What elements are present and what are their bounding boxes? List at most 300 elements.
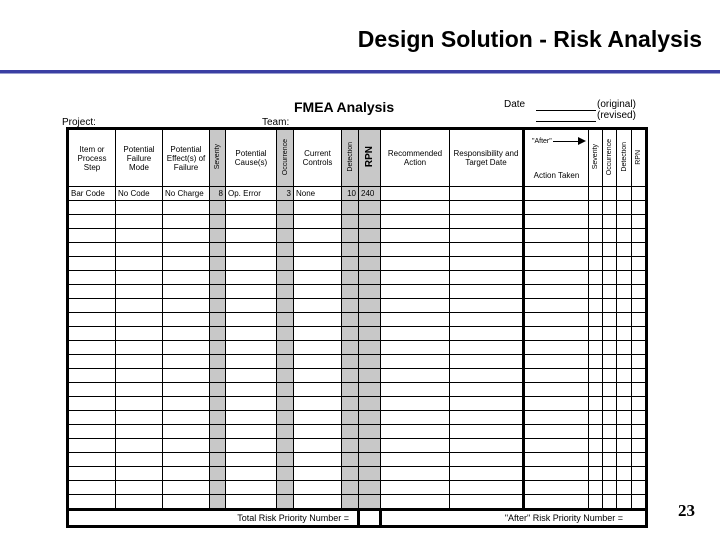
cell-d2[interactable] [617, 257, 632, 271]
cell-o2[interactable] [603, 271, 617, 285]
cell-occurrence[interactable] [277, 257, 294, 271]
cell-controls[interactable] [294, 397, 342, 411]
cell-action[interactable] [524, 299, 589, 313]
cell-effect[interactable] [163, 467, 210, 481]
cell-severity[interactable] [210, 243, 226, 257]
cell-recommended[interactable] [381, 411, 450, 425]
cell-s2[interactable] [589, 397, 603, 411]
cell-s2[interactable] [589, 495, 603, 510]
cell-o2[interactable] [603, 341, 617, 355]
cell-controls[interactable] [294, 495, 342, 510]
cell-d2[interactable] [617, 369, 632, 383]
cell-mode[interactable] [116, 495, 163, 510]
cell-action[interactable] [524, 495, 589, 510]
cell-recommended[interactable] [381, 243, 450, 257]
cell-d2[interactable] [617, 411, 632, 425]
cell-responsibility[interactable] [450, 299, 524, 313]
cell-o2[interactable] [603, 229, 617, 243]
cell-occurrence[interactable] [277, 313, 294, 327]
cell-occurrence[interactable] [277, 369, 294, 383]
cell-controls[interactable] [294, 467, 342, 481]
cell-s2[interactable] [589, 425, 603, 439]
cell-detection[interactable] [342, 453, 359, 467]
cell-detection[interactable] [342, 467, 359, 481]
cell-severity[interactable] [210, 369, 226, 383]
cell-recommended[interactable] [381, 271, 450, 285]
cell-recommended[interactable] [381, 397, 450, 411]
cell-occurrence[interactable] [277, 453, 294, 467]
cell-item[interactable] [68, 495, 116, 510]
cell-controls[interactable] [294, 243, 342, 257]
cell-rpn[interactable] [359, 369, 381, 383]
cell-mode[interactable] [116, 313, 163, 327]
cell-controls[interactable] [294, 313, 342, 327]
cell-d2[interactable] [617, 243, 632, 257]
cell-s2[interactable] [589, 341, 603, 355]
cell-r2[interactable] [632, 215, 647, 229]
cell-severity[interactable] [210, 467, 226, 481]
cell-effect[interactable] [163, 383, 210, 397]
cell-effect[interactable] [163, 285, 210, 299]
cell-occurrence[interactable] [277, 397, 294, 411]
cell-action[interactable] [524, 257, 589, 271]
cell-d2[interactable] [617, 187, 632, 201]
cell-d2[interactable] [617, 327, 632, 341]
cell-item[interactable] [68, 215, 116, 229]
cell-detection[interactable] [342, 271, 359, 285]
cell-responsibility[interactable] [450, 271, 524, 285]
cell-effect[interactable] [163, 271, 210, 285]
cell-cause[interactable] [226, 229, 277, 243]
cell-o2[interactable] [603, 313, 617, 327]
cell-severity[interactable] [210, 481, 226, 495]
cell-rpn[interactable] [359, 229, 381, 243]
cell-rpn[interactable] [359, 481, 381, 495]
cell-effect[interactable] [163, 313, 210, 327]
cell-s2[interactable] [589, 215, 603, 229]
cell-o2[interactable] [603, 495, 617, 510]
cell-o2[interactable] [603, 327, 617, 341]
cell-responsibility[interactable] [450, 355, 524, 369]
cell-r2[interactable] [632, 411, 647, 425]
cell-rpn[interactable]: 240 [359, 187, 381, 201]
cell-r2[interactable] [632, 327, 647, 341]
cell-rpn[interactable] [359, 201, 381, 215]
cell-cause[interactable] [226, 369, 277, 383]
cell-item[interactable] [68, 229, 116, 243]
cell-cause[interactable] [226, 271, 277, 285]
cell-occurrence[interactable] [277, 495, 294, 510]
cell-cause[interactable] [226, 215, 277, 229]
cell-d2[interactable] [617, 425, 632, 439]
cell-severity[interactable] [210, 285, 226, 299]
cell-recommended[interactable] [381, 187, 450, 201]
cell-r2[interactable] [632, 313, 647, 327]
cell-effect[interactable] [163, 425, 210, 439]
cell-s2[interactable] [589, 243, 603, 257]
cell-cause[interactable] [226, 411, 277, 425]
cell-responsibility[interactable] [450, 383, 524, 397]
cell-item[interactable]: Bar Code [68, 187, 116, 201]
cell-controls[interactable] [294, 215, 342, 229]
cell-mode[interactable]: No Code [116, 187, 163, 201]
cell-action[interactable] [524, 187, 589, 201]
cell-mode[interactable] [116, 285, 163, 299]
cell-detection[interactable] [342, 229, 359, 243]
cell-d2[interactable] [617, 383, 632, 397]
cell-controls[interactable] [294, 411, 342, 425]
cell-d2[interactable] [617, 285, 632, 299]
cell-rpn[interactable] [359, 327, 381, 341]
cell-severity[interactable] [210, 425, 226, 439]
cell-cause[interactable] [226, 425, 277, 439]
cell-cause[interactable] [226, 397, 277, 411]
cell-detection[interactable] [342, 369, 359, 383]
cell-action[interactable] [524, 467, 589, 481]
cell-rpn[interactable] [359, 215, 381, 229]
cell-severity[interactable] [210, 341, 226, 355]
cell-d2[interactable] [617, 229, 632, 243]
cell-o2[interactable] [603, 425, 617, 439]
cell-action[interactable] [524, 439, 589, 453]
cell-occurrence[interactable] [277, 383, 294, 397]
cell-occurrence[interactable] [277, 229, 294, 243]
cell-rpn[interactable] [359, 453, 381, 467]
cell-recommended[interactable] [381, 257, 450, 271]
cell-occurrence[interactable] [277, 327, 294, 341]
cell-effect[interactable]: No Charge [163, 187, 210, 201]
cell-item[interactable] [68, 453, 116, 467]
cell-cause[interactable] [226, 467, 277, 481]
cell-item[interactable] [68, 481, 116, 495]
cell-d2[interactable] [617, 481, 632, 495]
cell-recommended[interactable] [381, 425, 450, 439]
cell-responsibility[interactable] [450, 341, 524, 355]
cell-d2[interactable] [617, 495, 632, 510]
cell-o2[interactable] [603, 215, 617, 229]
cell-mode[interactable] [116, 229, 163, 243]
cell-rpn[interactable] [359, 411, 381, 425]
cell-item[interactable] [68, 257, 116, 271]
cell-rpn[interactable] [359, 341, 381, 355]
cell-s2[interactable] [589, 187, 603, 201]
cell-d2[interactable] [617, 467, 632, 481]
cell-s2[interactable] [589, 257, 603, 271]
cell-controls[interactable] [294, 383, 342, 397]
cell-controls[interactable] [294, 201, 342, 215]
cell-mode[interactable] [116, 299, 163, 313]
cell-detection[interactable] [342, 481, 359, 495]
cell-mode[interactable] [116, 439, 163, 453]
cell-severity[interactable] [210, 327, 226, 341]
cell-rpn[interactable] [359, 495, 381, 510]
cell-action[interactable] [524, 453, 589, 467]
cell-d2[interactable] [617, 355, 632, 369]
cell-d2[interactable] [617, 201, 632, 215]
cell-responsibility[interactable] [450, 453, 524, 467]
cell-detection[interactable] [342, 299, 359, 313]
cell-mode[interactable] [116, 243, 163, 257]
cell-detection[interactable] [342, 383, 359, 397]
cell-recommended[interactable] [381, 313, 450, 327]
cell-severity[interactable] [210, 271, 226, 285]
cell-s2[interactable] [589, 327, 603, 341]
cell-rpn[interactable] [359, 243, 381, 257]
cell-occurrence[interactable] [277, 411, 294, 425]
cell-responsibility[interactable] [450, 201, 524, 215]
cell-o2[interactable] [603, 481, 617, 495]
cell-d2[interactable] [617, 439, 632, 453]
cell-r2[interactable] [632, 187, 647, 201]
cell-item[interactable] [68, 327, 116, 341]
cell-recommended[interactable] [381, 341, 450, 355]
cell-d2[interactable] [617, 215, 632, 229]
cell-rpn[interactable] [359, 313, 381, 327]
cell-cause[interactable] [226, 299, 277, 313]
cell-s2[interactable] [589, 369, 603, 383]
cell-cause[interactable] [226, 243, 277, 257]
cell-severity[interactable] [210, 229, 226, 243]
cell-cause[interactable] [226, 481, 277, 495]
cell-effect[interactable] [163, 201, 210, 215]
cell-cause[interactable] [226, 327, 277, 341]
cell-responsibility[interactable] [450, 285, 524, 299]
cell-s2[interactable] [589, 481, 603, 495]
cell-rpn[interactable] [359, 355, 381, 369]
cell-item[interactable] [68, 201, 116, 215]
cell-severity[interactable] [210, 299, 226, 313]
cell-recommended[interactable] [381, 481, 450, 495]
cell-severity[interactable] [210, 397, 226, 411]
cell-cause[interactable] [226, 313, 277, 327]
cell-r2[interactable] [632, 481, 647, 495]
cell-recommended[interactable] [381, 285, 450, 299]
cell-cause[interactable] [226, 257, 277, 271]
total-rpn-value[interactable] [359, 510, 381, 527]
cell-cause[interactable] [226, 439, 277, 453]
cell-severity[interactable]: 8 [210, 187, 226, 201]
cell-s2[interactable] [589, 411, 603, 425]
cell-o2[interactable] [603, 383, 617, 397]
cell-mode[interactable] [116, 411, 163, 425]
cell-item[interactable] [68, 285, 116, 299]
cell-occurrence[interactable] [277, 201, 294, 215]
cell-detection[interactable] [342, 495, 359, 510]
cell-mode[interactable] [116, 425, 163, 439]
cell-action[interactable] [524, 201, 589, 215]
cell-controls[interactable] [294, 481, 342, 495]
cell-detection[interactable] [342, 341, 359, 355]
cell-cause[interactable] [226, 453, 277, 467]
cell-item[interactable] [68, 355, 116, 369]
cell-detection[interactable] [342, 215, 359, 229]
cell-s2[interactable] [589, 299, 603, 313]
cell-controls[interactable] [294, 271, 342, 285]
cell-recommended[interactable] [381, 215, 450, 229]
cell-severity[interactable] [210, 313, 226, 327]
cell-occurrence[interactable] [277, 467, 294, 481]
cell-r2[interactable] [632, 355, 647, 369]
cell-cause[interactable] [226, 341, 277, 355]
cell-recommended[interactable] [381, 453, 450, 467]
cell-controls[interactable] [294, 453, 342, 467]
cell-occurrence[interactable] [277, 439, 294, 453]
cell-cause[interactable] [226, 355, 277, 369]
cell-recommended[interactable] [381, 355, 450, 369]
cell-occurrence[interactable] [277, 355, 294, 369]
cell-s2[interactable] [589, 285, 603, 299]
cell-severity[interactable] [210, 201, 226, 215]
cell-occurrence[interactable] [277, 299, 294, 313]
cell-item[interactable] [68, 369, 116, 383]
cell-controls[interactable] [294, 327, 342, 341]
cell-s2[interactable] [589, 383, 603, 397]
cell-action[interactable] [524, 327, 589, 341]
cell-responsibility[interactable] [450, 397, 524, 411]
cell-recommended[interactable] [381, 369, 450, 383]
cell-mode[interactable] [116, 369, 163, 383]
cell-action[interactable] [524, 397, 589, 411]
cell-o2[interactable] [603, 257, 617, 271]
cell-occurrence[interactable] [277, 425, 294, 439]
cell-mode[interactable] [116, 355, 163, 369]
cell-item[interactable] [68, 411, 116, 425]
cell-cause[interactable] [226, 285, 277, 299]
cell-detection[interactable]: 10 [342, 187, 359, 201]
cell-controls[interactable]: None [294, 187, 342, 201]
cell-rpn[interactable] [359, 257, 381, 271]
cell-controls[interactable] [294, 299, 342, 313]
cell-d2[interactable] [617, 397, 632, 411]
cell-s2[interactable] [589, 439, 603, 453]
cell-s2[interactable] [589, 453, 603, 467]
cell-o2[interactable] [603, 439, 617, 453]
cell-r2[interactable] [632, 439, 647, 453]
cell-action[interactable] [524, 411, 589, 425]
cell-mode[interactable] [116, 453, 163, 467]
cell-effect[interactable] [163, 495, 210, 510]
cell-occurrence[interactable] [277, 271, 294, 285]
cell-detection[interactable] [342, 243, 359, 257]
cell-item[interactable] [68, 243, 116, 257]
cell-recommended[interactable] [381, 495, 450, 510]
cell-severity[interactable] [210, 495, 226, 510]
cell-detection[interactable] [342, 285, 359, 299]
cell-severity[interactable] [210, 411, 226, 425]
cell-effect[interactable] [163, 355, 210, 369]
cell-s2[interactable] [589, 201, 603, 215]
cell-s2[interactable] [589, 229, 603, 243]
cell-detection[interactable] [342, 327, 359, 341]
cell-r2[interactable] [632, 341, 647, 355]
cell-responsibility[interactable] [450, 467, 524, 481]
cell-mode[interactable] [116, 383, 163, 397]
cell-occurrence[interactable]: 3 [277, 187, 294, 201]
cell-o2[interactable] [603, 187, 617, 201]
cell-controls[interactable] [294, 341, 342, 355]
cell-r2[interactable] [632, 285, 647, 299]
cell-o2[interactable] [603, 299, 617, 313]
cell-effect[interactable] [163, 229, 210, 243]
cell-effect[interactable] [163, 481, 210, 495]
cell-effect[interactable] [163, 453, 210, 467]
cell-responsibility[interactable] [450, 369, 524, 383]
cell-effect[interactable] [163, 299, 210, 313]
cell-d2[interactable] [617, 313, 632, 327]
cell-item[interactable] [68, 397, 116, 411]
cell-responsibility[interactable] [450, 439, 524, 453]
cell-rpn[interactable] [359, 285, 381, 299]
cell-o2[interactable] [603, 243, 617, 257]
cell-o2[interactable] [603, 397, 617, 411]
cell-action[interactable] [524, 285, 589, 299]
cell-recommended[interactable] [381, 327, 450, 341]
cell-o2[interactable] [603, 355, 617, 369]
cell-mode[interactable] [116, 341, 163, 355]
cell-detection[interactable] [342, 411, 359, 425]
cell-s2[interactable] [589, 467, 603, 481]
cell-responsibility[interactable] [450, 411, 524, 425]
cell-o2[interactable] [603, 285, 617, 299]
cell-s2[interactable] [589, 271, 603, 285]
cell-r2[interactable] [632, 383, 647, 397]
cell-r2[interactable] [632, 467, 647, 481]
cell-responsibility[interactable] [450, 229, 524, 243]
cell-detection[interactable] [342, 425, 359, 439]
cell-effect[interactable] [163, 411, 210, 425]
cell-r2[interactable] [632, 425, 647, 439]
cell-severity[interactable] [210, 453, 226, 467]
cell-item[interactable] [68, 271, 116, 285]
cell-s2[interactable] [589, 313, 603, 327]
date-revised-field[interactable] [536, 121, 596, 122]
cell-controls[interactable] [294, 369, 342, 383]
cell-r2[interactable] [632, 495, 647, 510]
cell-d2[interactable] [617, 341, 632, 355]
cell-o2[interactable] [603, 467, 617, 481]
cell-detection[interactable] [342, 355, 359, 369]
cell-action[interactable] [524, 271, 589, 285]
cell-rpn[interactable] [359, 425, 381, 439]
cell-detection[interactable] [342, 439, 359, 453]
cell-responsibility[interactable] [450, 327, 524, 341]
cell-o2[interactable] [603, 201, 617, 215]
cell-responsibility[interactable] [450, 425, 524, 439]
cell-d2[interactable] [617, 453, 632, 467]
cell-effect[interactable] [163, 397, 210, 411]
cell-detection[interactable] [342, 201, 359, 215]
cell-responsibility[interactable] [450, 243, 524, 257]
cell-mode[interactable] [116, 201, 163, 215]
cell-cause[interactable] [226, 383, 277, 397]
cell-item[interactable] [68, 313, 116, 327]
cell-cause[interactable]: Op. Error [226, 187, 277, 201]
cell-r2[interactable] [632, 369, 647, 383]
cell-r2[interactable] [632, 397, 647, 411]
cell-s2[interactable] [589, 355, 603, 369]
cell-occurrence[interactable] [277, 243, 294, 257]
cell-effect[interactable] [163, 327, 210, 341]
cell-mode[interactable] [116, 481, 163, 495]
date-original-field[interactable] [536, 110, 596, 111]
cell-mode[interactable] [116, 271, 163, 285]
cell-item[interactable] [68, 439, 116, 453]
cell-o2[interactable] [603, 411, 617, 425]
cell-effect[interactable] [163, 257, 210, 271]
cell-mode[interactable] [116, 467, 163, 481]
cell-r2[interactable] [632, 299, 647, 313]
cell-occurrence[interactable] [277, 285, 294, 299]
